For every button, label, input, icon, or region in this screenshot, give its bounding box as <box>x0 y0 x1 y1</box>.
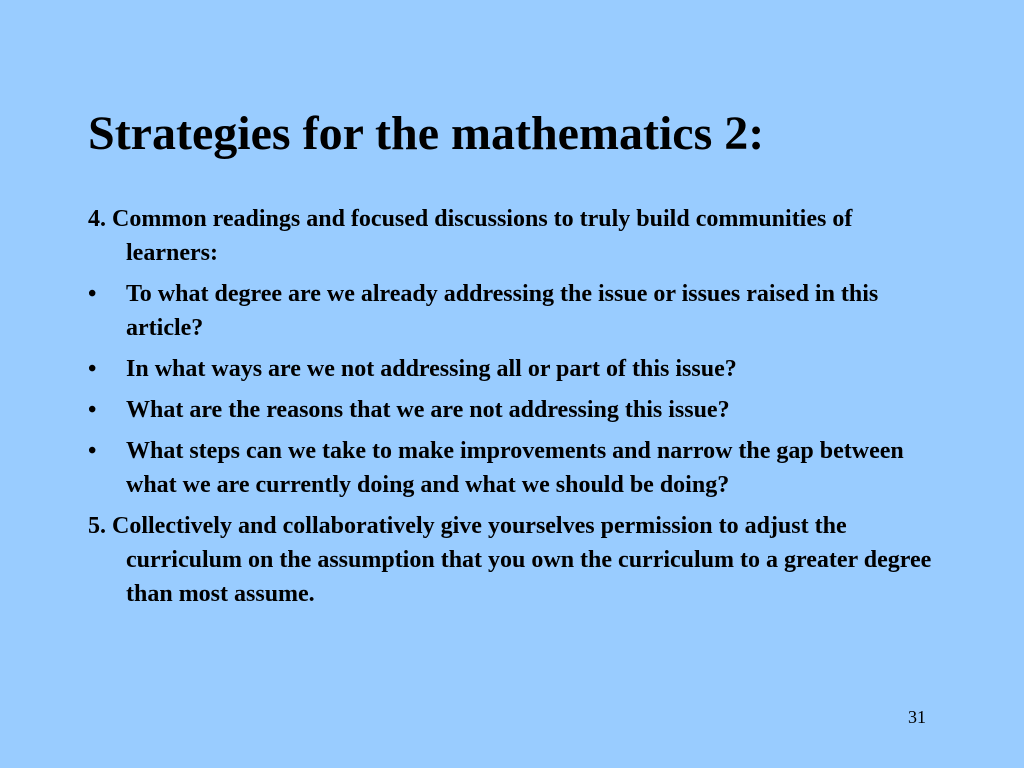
bullet-marker: • <box>88 356 97 382</box>
bullet-item <box>88 434 938 502</box>
bullet-text: What are the reasons that we are not addressing this issue? <box>126 397 730 423</box>
bullet-marker: • <box>88 397 97 423</box>
item-text: Collectively and collaboratively give yourselves permission to adjust the curriculum on the assumption that you own the curriculum to a greater degree than most assume. <box>112 513 932 607</box>
item-text: Common readings and focused discussions to truly build communities of learners: <box>112 206 853 266</box>
numbered-item-4 <box>88 202 938 270</box>
slide-body <box>88 202 938 618</box>
bullet-item <box>88 352 938 386</box>
bullet-item <box>88 393 938 427</box>
bullet-text: What steps can we take to make improvements and narrow the gap between what we are currently doing and what we should be doing? <box>126 438 904 498</box>
slide-title: Strategies for the mathematics 2: <box>88 107 765 160</box>
numbered-item-5 <box>88 509 938 611</box>
bullet-item <box>88 277 938 345</box>
bullet-marker: • <box>88 281 97 307</box>
page-number: 31 <box>908 707 926 727</box>
bullet-text: In what ways are we not addressing all or part of this issue? <box>126 356 737 382</box>
bullet-marker: • <box>88 438 97 464</box>
item-marker: 4. <box>88 206 106 232</box>
bullet-text: To what degree are we already addressing the issue or issues raised in this article? <box>126 281 879 341</box>
item-marker: 5. <box>88 513 106 539</box>
